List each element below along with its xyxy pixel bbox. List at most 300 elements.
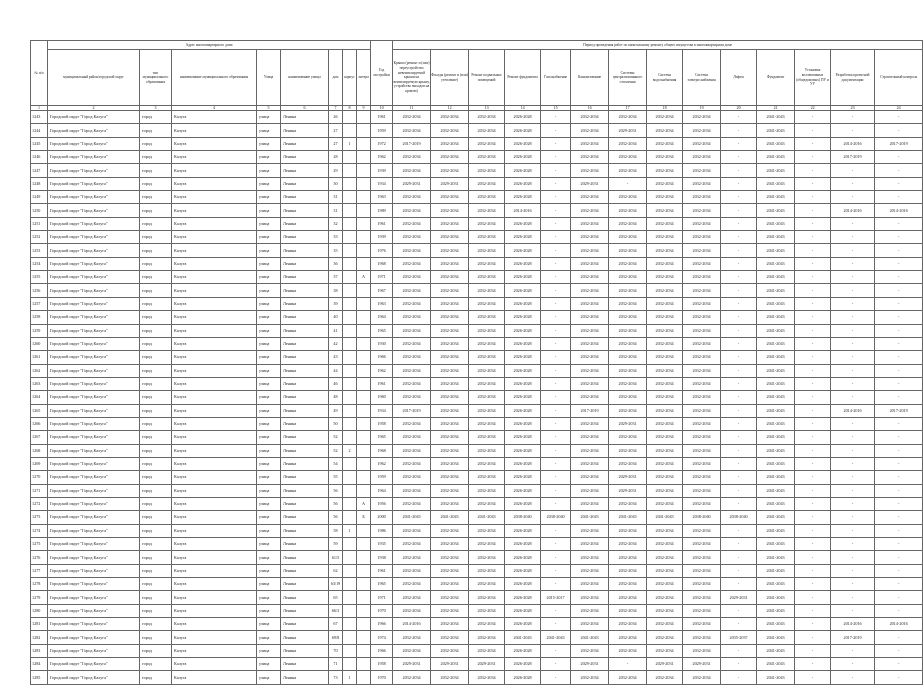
year-cell: 1968 — [371, 257, 393, 270]
period-cell: - — [795, 564, 831, 577]
period-cell: - — [831, 284, 875, 297]
period-cell: - — [721, 417, 757, 430]
period-cell: - — [875, 457, 923, 470]
period-cell: - — [541, 311, 571, 324]
period-cell: 2032-2034 — [393, 457, 431, 470]
period-cell: 2032-2034 — [609, 377, 647, 390]
row-number-cell: 1279 — [31, 591, 48, 604]
municipality-cell: Городской округ "Город Калуга" — [48, 591, 140, 604]
period-cell: 2026-2028 — [505, 311, 541, 324]
period-cell: - — [795, 471, 831, 484]
period-cell: 2032-2034 — [469, 337, 505, 350]
settlement-name-cell: Калуга — [172, 364, 257, 377]
period-cell: 2032-2034 — [609, 364, 647, 377]
period-cell: 2032-2034 — [647, 444, 683, 457]
period-cell: 2041-2043 — [571, 511, 609, 524]
year-cell: 1970 — [371, 671, 393, 684]
municipality-cell: Городской округ "Город Калуга" — [48, 324, 140, 337]
period-cell: 2032-2034 — [571, 604, 609, 617]
period-cell: 2032-2034 — [431, 457, 469, 470]
year-cell: 1964 — [371, 311, 393, 324]
year-cell: 1965 — [371, 431, 393, 444]
column-number-cell: 23 — [831, 106, 875, 111]
period-cell: 2032-2034 — [571, 484, 609, 497]
column-number-cell: 16 — [571, 106, 609, 111]
period-cell: 2026-2028 — [505, 417, 541, 430]
period-cell: 2032-2034 — [647, 164, 683, 177]
period-cell: 2032-2034 — [609, 524, 647, 537]
period-cell: - — [609, 177, 647, 190]
settlement-type-cell: город — [140, 404, 172, 417]
year-cell: 1966 — [371, 644, 393, 657]
settlement-type-cell: город — [140, 204, 172, 217]
period-cell: 2032-2034 — [647, 151, 683, 164]
building-cell — [343, 471, 357, 484]
street-type-cell: улица — [257, 618, 281, 631]
period-cell: 2032-2034 — [431, 391, 469, 404]
table-row — [31, 444, 923, 457]
street-name-cell: Ленина — [281, 391, 329, 404]
street-name-cell: Ленина — [281, 324, 329, 337]
building-cell — [343, 551, 357, 564]
table-row — [31, 111, 923, 124]
row-number-cell: 1254 — [31, 257, 48, 270]
table-row — [31, 311, 923, 324]
period-cell: - — [875, 377, 923, 390]
period-cell: 2032-2034 — [431, 618, 469, 631]
building-cell — [343, 404, 357, 417]
settlement-name-cell: Калуга — [172, 324, 257, 337]
row-number-cell: 1265 — [31, 404, 48, 417]
municipality-cell: Городской округ "Город Калуга" — [48, 484, 140, 497]
period-cell: - — [875, 271, 923, 284]
period-cell: 2017-2019 — [875, 137, 923, 150]
house-cell: 41 — [329, 324, 343, 337]
settlement-type-cell: город — [140, 511, 172, 524]
period-cell: - — [721, 244, 757, 257]
house-cell: 70 — [329, 644, 343, 657]
house-cell: 52 — [329, 444, 343, 457]
col-water-header: Система водоснабжения — [647, 50, 683, 106]
period-cell: 2038-2040 — [505, 511, 541, 524]
street-name-cell: Ленина — [281, 497, 329, 510]
period-cell: - — [831, 351, 875, 364]
period-cell: 2032-2034 — [571, 244, 609, 257]
period-cell: 2032-2034 — [647, 244, 683, 257]
settlement-name-cell: Калуга — [172, 431, 257, 444]
period-cell: - — [875, 191, 923, 204]
street-name-cell: Ленина — [281, 604, 329, 617]
period-cell: 2032-2034 — [571, 204, 609, 217]
period-cell: 2032-2034 — [393, 364, 431, 377]
street-name-cell: Ленина — [281, 137, 329, 150]
period-cell: 2032-2034 — [683, 137, 721, 150]
year-cell: 1938 — [371, 551, 393, 564]
street-type-cell: улица — [257, 164, 281, 177]
period-cell: 2026-2028 — [505, 404, 541, 417]
column-number-cell: 1 — [31, 106, 48, 111]
table-row — [31, 524, 923, 537]
period-cell: 2032-2034 — [571, 311, 609, 324]
period-cell: 2041-2043 — [757, 551, 795, 564]
period-cell: 2032-2034 — [571, 231, 609, 244]
municipality-cell: Городской округ "Город Калуга" — [48, 604, 140, 617]
year-cell: 1963 — [371, 297, 393, 310]
municipality-cell: Городской округ "Город Калуга" — [48, 137, 140, 150]
period-cell: 2032-2034 — [393, 444, 431, 457]
period-cell: 2026-2028 — [505, 564, 541, 577]
table-row — [31, 204, 923, 217]
period-cell: 2032-2034 — [469, 137, 505, 150]
period-cell: 2032-2034 — [571, 551, 609, 564]
table-row — [31, 231, 923, 244]
column-number-cell: 8 — [343, 106, 357, 111]
settlement-type-cell: город — [140, 257, 172, 270]
building-cell — [343, 337, 357, 350]
period-cell: - — [609, 658, 647, 671]
structure-cell — [357, 177, 371, 190]
period-cell: - — [831, 658, 875, 671]
building-cell — [343, 364, 357, 377]
period-cell: 2026-2028 — [505, 431, 541, 444]
street-name-cell: Ленина — [281, 257, 329, 270]
period-cell: 2032-2034 — [609, 324, 647, 337]
period-cell: 2032-2034 — [571, 497, 609, 510]
period-cell: 2032-2034 — [609, 151, 647, 164]
table-row — [31, 124, 923, 137]
period-cell: 2026-2028 — [505, 524, 541, 537]
period-cell: 2038-2040 — [683, 511, 721, 524]
period-cell: - — [721, 484, 757, 497]
row-number-cell: 1250 — [31, 204, 48, 217]
settlement-type-cell: город — [140, 297, 172, 310]
municipality-cell: Городской округ "Город Калуга" — [48, 618, 140, 631]
period-cell: - — [795, 671, 831, 684]
municipality-cell: Городской округ "Город Калуга" — [48, 391, 140, 404]
structure-cell — [357, 111, 371, 124]
period-cell: 2032-2034 — [571, 578, 609, 591]
settlement-type-cell: город — [140, 217, 172, 230]
settlement-type-cell: город — [140, 351, 172, 364]
street-type-cell: улица — [257, 484, 281, 497]
period-cell: 2026-2028 — [505, 337, 541, 350]
street-name-cell: Ленина — [281, 417, 329, 430]
period-cell: 2026-2028 — [505, 257, 541, 270]
settlement-type-cell: город — [140, 444, 172, 457]
settlement-name-cell: Калуга — [172, 484, 257, 497]
period-cell: - — [875, 244, 923, 257]
period-cell: - — [721, 618, 757, 631]
period-cell: 2032-2034 — [683, 177, 721, 190]
period-cell: - — [831, 311, 875, 324]
period-cell: 2032-2034 — [683, 457, 721, 470]
structure-cell — [357, 551, 371, 564]
period-cell: 2032-2034 — [683, 631, 721, 644]
structure-cell — [357, 377, 371, 390]
period-cell: - — [541, 578, 571, 591]
table-body — [31, 111, 923, 685]
year-cell: 1962 — [371, 364, 393, 377]
period-cell: - — [541, 271, 571, 284]
period-cell: 2032-2034 — [683, 564, 721, 577]
street-type-cell: улица — [257, 351, 281, 364]
period-cell: 2032-2034 — [647, 391, 683, 404]
settlement-name-cell: Калуга — [172, 591, 257, 604]
period-cell: 2041-2043 — [757, 351, 795, 364]
period-cell: 2026-2028 — [505, 538, 541, 551]
settlement-type-cell: город — [140, 271, 172, 284]
period-cell: 2032-2034 — [431, 578, 469, 591]
period-cell: 2032-2034 — [571, 377, 609, 390]
period-cell: - — [541, 204, 571, 217]
building-cell — [343, 497, 357, 510]
period-cell: 2032-2034 — [393, 244, 431, 257]
street-name-cell: Ленина — [281, 231, 329, 244]
settlement-type-cell: город — [140, 337, 172, 350]
building-cell — [343, 658, 357, 671]
street-type-cell: улица — [257, 431, 281, 444]
period-cell: - — [541, 538, 571, 551]
period-cell: - — [875, 364, 923, 377]
period-cell: 2032-2034 — [683, 231, 721, 244]
period-cell: 2032-2034 — [647, 124, 683, 137]
period-cell: 2032-2034 — [393, 631, 431, 644]
period-cell: - — [721, 471, 757, 484]
municipality-cell: Городской округ "Город Калуга" — [48, 471, 140, 484]
period-cell: 2026-2028 — [505, 111, 541, 124]
house-cell: 28 — [329, 151, 343, 164]
row-number-cell: 1277 — [31, 564, 48, 577]
col-foundation-header: Ремонт фундамента — [505, 50, 541, 106]
period-cell: 2032-2034 — [571, 297, 609, 310]
municipality-cell: Городской округ "Город Калуга" — [48, 497, 140, 510]
period-cell: 2041-2043 — [757, 231, 795, 244]
house-cell: 37 — [329, 271, 343, 284]
period-cell: 2032-2034 — [647, 404, 683, 417]
period-cell: 2032-2034 — [571, 364, 609, 377]
street-name-cell: Ленина — [281, 337, 329, 350]
street-name-cell: Ленина — [281, 271, 329, 284]
table-row — [31, 538, 923, 551]
period-cell: 2041-2043 — [757, 604, 795, 617]
period-cell: 2032-2034 — [393, 111, 431, 124]
period-cell: - — [721, 151, 757, 164]
period-cell: 2032-2034 — [431, 604, 469, 617]
period-cell: - — [875, 471, 923, 484]
period-cell: - — [541, 551, 571, 564]
period-cell: 2041-2043 — [757, 311, 795, 324]
period-cell: 2032-2034 — [469, 351, 505, 364]
period-cell: 2032-2034 — [469, 417, 505, 430]
period-cell: - — [795, 124, 831, 137]
period-cell: 2032-2034 — [571, 351, 609, 364]
period-cell: - — [721, 177, 757, 190]
period-cell: - — [541, 604, 571, 617]
period-cell: 2032-2034 — [683, 364, 721, 377]
house-cell: 31 — [329, 191, 343, 204]
period-cell: 2041-2043 — [393, 511, 431, 524]
building-cell — [343, 284, 357, 297]
period-cell: 2041-2043 — [757, 471, 795, 484]
table-row — [31, 191, 923, 204]
col-sewer-header: Канализование — [571, 50, 609, 106]
structure-cell — [357, 431, 371, 444]
period-cell: 2032-2034 — [647, 578, 683, 591]
column-number-cell: 19 — [683, 106, 721, 111]
period-cell: 2032-2034 — [469, 578, 505, 591]
period-cell: 2032-2034 — [571, 644, 609, 657]
period-cell: - — [721, 311, 757, 324]
period-cell: 2026-2028 — [505, 618, 541, 631]
period-cell: - — [831, 111, 875, 124]
year-cell: 1961 — [371, 564, 393, 577]
period-cell: - — [795, 644, 831, 657]
settlement-name-cell: Калуга — [172, 204, 257, 217]
period-cell: - — [795, 631, 831, 644]
period-cell: - — [795, 231, 831, 244]
municipality-cell: Городской округ "Город Калуга" — [48, 551, 140, 564]
house-cell: 61/5 — [329, 551, 343, 564]
period-cell: - — [541, 137, 571, 150]
period-cell: 2032-2034 — [647, 217, 683, 230]
street-type-cell: улица — [257, 244, 281, 257]
period-cell: 2026-2028 — [505, 391, 541, 404]
col-design-header: Разработка проектной документации — [831, 50, 875, 106]
building-cell — [343, 351, 357, 364]
period-cell: 2032-2034 — [571, 564, 609, 577]
year-cell: 1970 — [371, 604, 393, 617]
period-cell: - — [831, 337, 875, 350]
period-cell: 2032-2034 — [469, 151, 505, 164]
period-cell: - — [875, 351, 923, 364]
street-type-cell: улица — [257, 271, 281, 284]
period-cell: - — [541, 151, 571, 164]
col-settlement-name-header: наименование муниципального образования — [172, 50, 257, 106]
period-cell: 2032-2034 — [647, 551, 683, 564]
street-name-cell: Ленина — [281, 618, 329, 631]
period-cell: - — [795, 511, 831, 524]
period-cell: 2032-2034 — [683, 271, 721, 284]
settlement-name-cell: Калуга — [172, 391, 257, 404]
period-cell: 2032-2034 — [393, 351, 431, 364]
period-cell: - — [721, 671, 757, 684]
period-cell: 2041-2043 — [757, 417, 795, 430]
period-cell: 2032-2034 — [571, 191, 609, 204]
period-cell: 2026-2028 — [505, 351, 541, 364]
period-cell: 2017-2019 — [831, 151, 875, 164]
row-number-cell: 1268 — [31, 444, 48, 457]
period-cell: 2026-2028 — [505, 151, 541, 164]
building-cell — [343, 244, 357, 257]
period-cell: 2032-2034 — [647, 431, 683, 444]
period-cell: 2026-2028 — [505, 497, 541, 510]
period-cell: 2032-2034 — [683, 257, 721, 270]
street-name-cell: Ленина — [281, 151, 329, 164]
street-name-cell: Ленина — [281, 484, 329, 497]
house-cell: 63/19 — [329, 578, 343, 591]
settlement-type-cell: город — [140, 111, 172, 124]
street-type-cell: улица — [257, 111, 281, 124]
period-cell: 2026-2028 — [505, 444, 541, 457]
period-cell: - — [831, 497, 875, 510]
period-cell: 2041-2043 — [757, 631, 795, 644]
period-cell: 2032-2034 — [431, 297, 469, 310]
row-number-cell: 1257 — [31, 297, 48, 310]
period-cell: - — [795, 618, 831, 631]
period-cell: 2032-2034 — [469, 524, 505, 537]
house-cell: 27 — [329, 137, 343, 150]
period-cell: 2014-2016 — [393, 618, 431, 631]
municipality-cell: Городской округ "Город Калуга" — [48, 671, 140, 684]
street-name-cell: Ленина — [281, 351, 329, 364]
period-cell: 2032-2034 — [609, 111, 647, 124]
structure-cell — [357, 631, 371, 644]
period-cell: 2032-2034 — [393, 484, 431, 497]
period-cell: 2032-2034 — [571, 124, 609, 137]
street-type-cell: улица — [257, 524, 281, 537]
period-cell: 2026-2028 — [505, 364, 541, 377]
table-row — [31, 377, 923, 390]
period-cell: - — [831, 324, 875, 337]
row-number-cell: 1253 — [31, 244, 48, 257]
period-cell: - — [831, 231, 875, 244]
street-name-cell: Ленина — [281, 244, 329, 257]
period-cell: 2041-2043 — [757, 524, 795, 537]
period-cell: 2032-2034 — [571, 671, 609, 684]
house-cell: 50 — [329, 417, 343, 430]
municipality-cell: Городской округ "Город Калуга" — [48, 257, 140, 270]
row-number-cell: 1285 — [31, 671, 48, 684]
col-building-header: корпус — [343, 50, 357, 106]
building-cell — [343, 377, 357, 390]
period-cell: 2032-2034 — [683, 671, 721, 684]
period-cell: 2032-2034 — [469, 404, 505, 417]
period-cell: 2032-2034 — [431, 538, 469, 551]
structure-cell — [357, 578, 371, 591]
row-number-cell: 1269 — [31, 457, 48, 470]
period-cell: 2032-2034 — [571, 137, 609, 150]
period-cell: - — [541, 391, 571, 404]
street-type-cell: улица — [257, 644, 281, 657]
table-row — [31, 564, 923, 577]
house-cell: 73 — [329, 671, 343, 684]
period-cell: - — [795, 457, 831, 470]
period-cell: 2032-2034 — [393, 564, 431, 577]
municipality-cell: Городской округ "Город Калуга" — [48, 658, 140, 671]
street-type-cell: улица — [257, 217, 281, 230]
year-cell: 1962 — [371, 151, 393, 164]
year-cell: 1958 — [371, 658, 393, 671]
period-cell: - — [831, 191, 875, 204]
settlement-type-cell: город — [140, 564, 172, 577]
period-cell: 2032-2034 — [683, 391, 721, 404]
col-number-header: № п/п — [31, 41, 48, 106]
period-cell: - — [795, 351, 831, 364]
settlement-name-cell: Калуга — [172, 311, 257, 324]
period-cell: 2032-2034 — [393, 578, 431, 591]
settlement-type-cell: город — [140, 604, 172, 617]
period-cell: - — [875, 111, 923, 124]
period-cell: 2032-2034 — [571, 324, 609, 337]
structure-cell: Б — [357, 511, 371, 524]
settlement-name-cell: Калуга — [172, 177, 257, 190]
period-cell: - — [831, 591, 875, 604]
period-cell: 2032-2034 — [431, 191, 469, 204]
row-number-cell: 1259 — [31, 324, 48, 337]
period-cell: 2026-2028 — [505, 217, 541, 230]
house-cell: 39 — [329, 297, 343, 310]
municipality-cell: Городской округ "Город Калуга" — [48, 271, 140, 284]
